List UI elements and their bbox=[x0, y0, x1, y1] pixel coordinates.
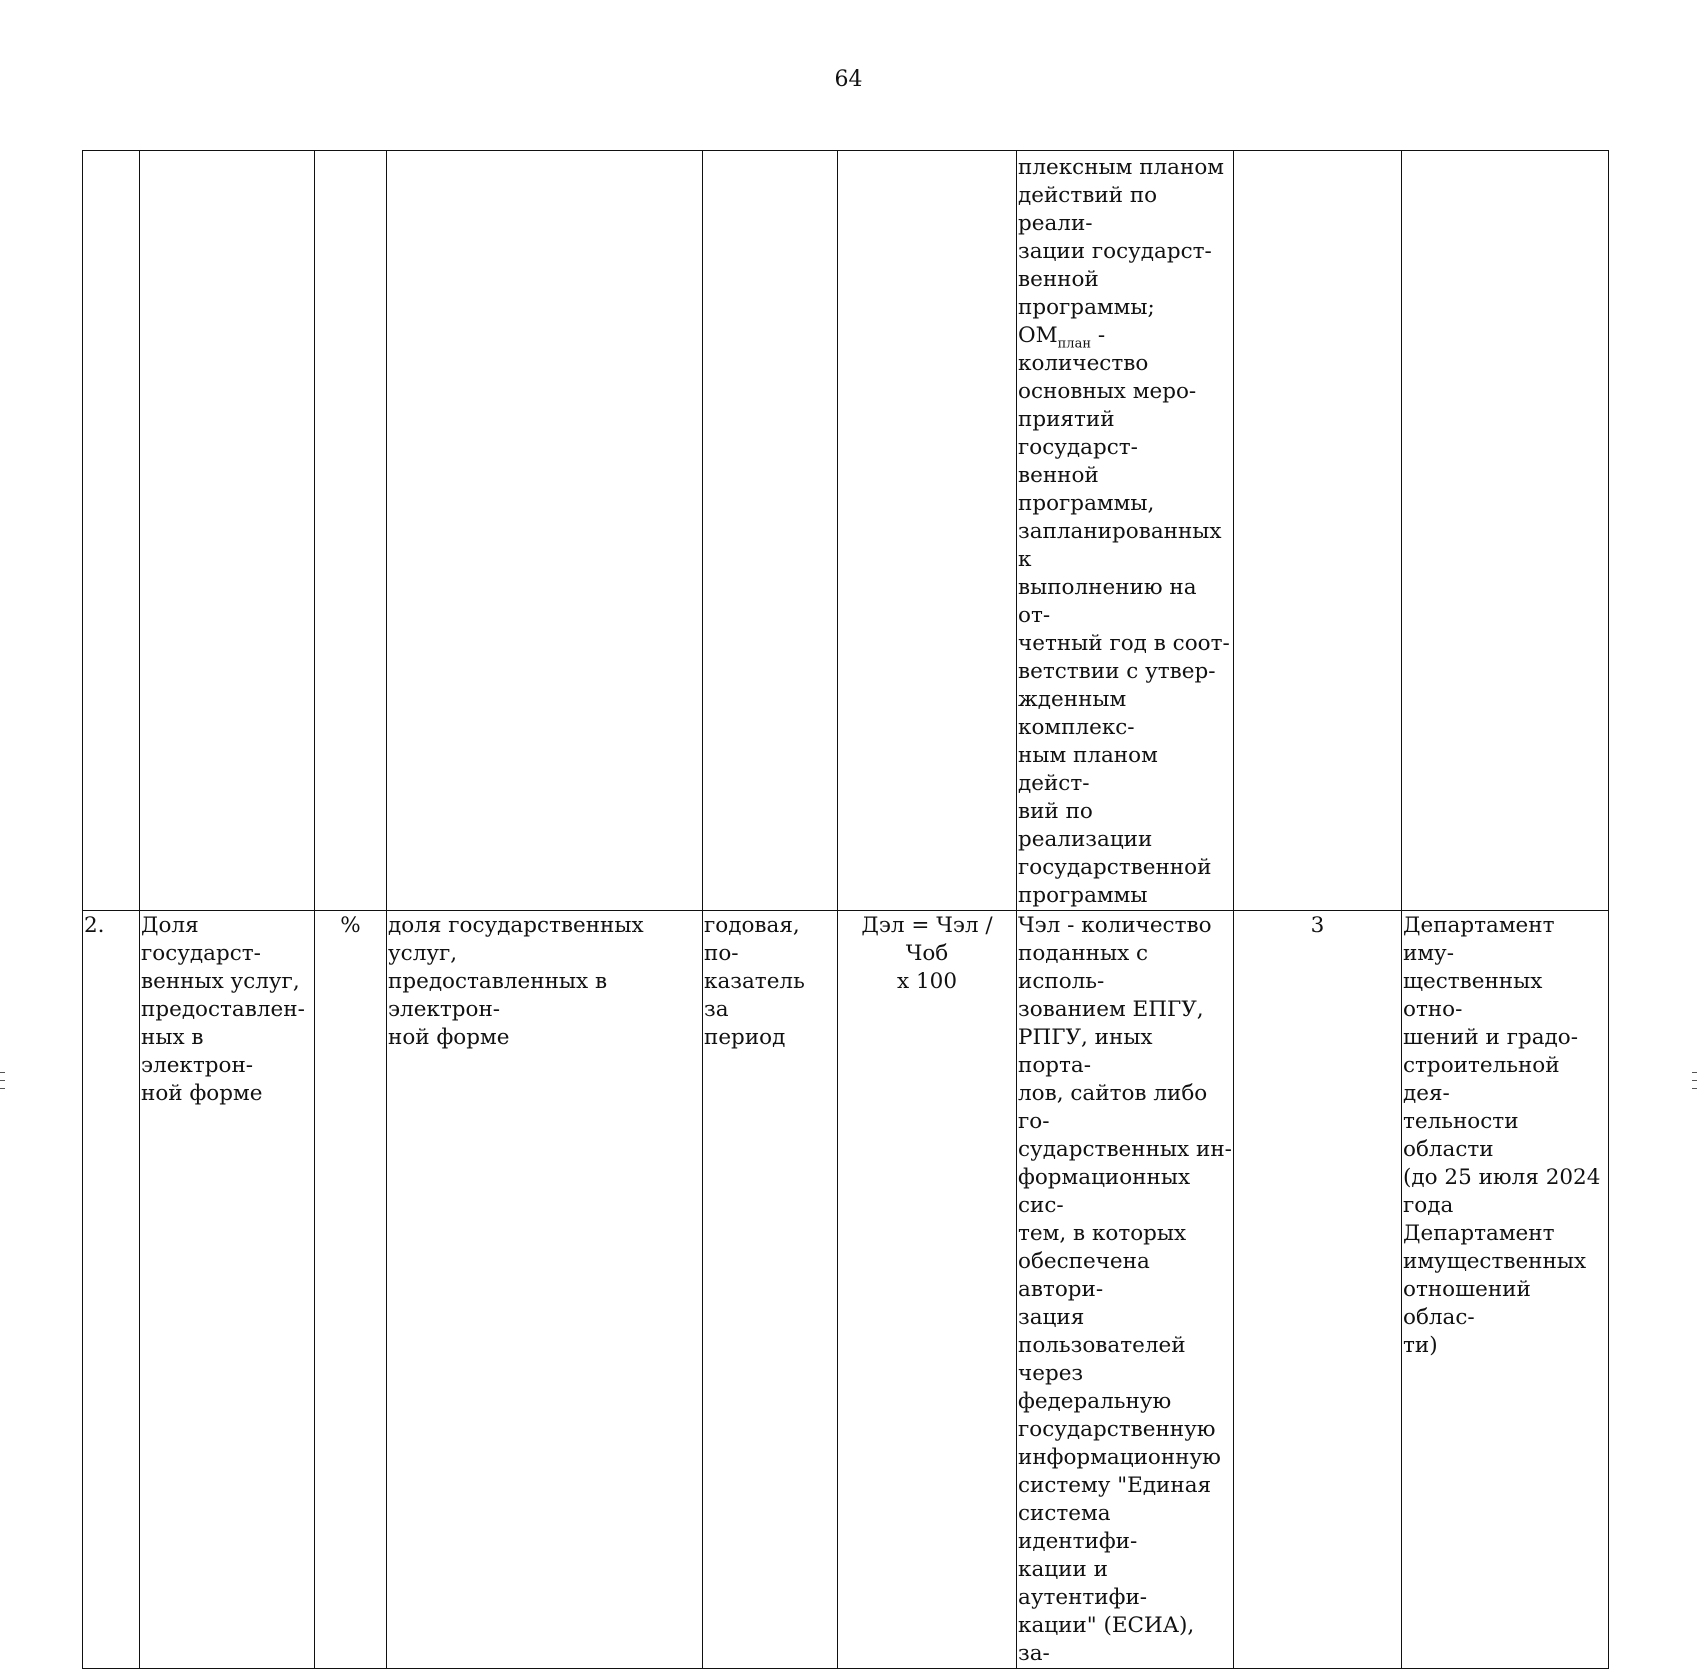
cell-formula-description: плексным планом действий по реали- зации государст- венной программы; $ОМ_{план}$ - количество основных меро- приятий государст- венной программы, запланированных к выполнению на от- четный год в соот- ветствии с утвер- жденным комплекс- ным планом дейст- вий по реализации государственной программы bbox=[1017, 151, 1234, 911]
cell-num bbox=[83, 151, 140, 911]
page-number: 64 bbox=[834, 67, 863, 92]
cell-name: Доля государст- венных услуг, предоставлен- ных в электрон- ной форме bbox=[140, 911, 315, 1669]
cell-formula bbox=[838, 151, 1017, 911]
cell-responsible bbox=[1402, 151, 1609, 911]
cell-definition: доля государственных услуг, предоставленных в электрон- ной форме bbox=[387, 911, 703, 1669]
subscript-plan: план bbox=[1057, 336, 1091, 352]
cell-unit bbox=[315, 151, 387, 911]
cell-num: 2. bbox=[83, 911, 140, 1669]
binding-mark-right bbox=[1692, 1088, 1697, 1089]
cell-method: 3 bbox=[1234, 911, 1402, 1669]
table-row-2 bbox=[83, 911, 1609, 1669]
cell-periodicity bbox=[703, 151, 838, 911]
cell-responsible: Департамент иму- щественных отно- шений и градо- строительной дея- тельности области (до 25 июля 2024 года Департамент имущественных отношений облас- ти) bbox=[1402, 911, 1609, 1669]
cell-formula-description: Чэл - количество поданных с исполь- зованием ЕПГУ, РПГУ, иных порта- лов, сайтов либо го- сударственных ин- формационных сис- тем, в которых обеспечена автори- зация пользователей через федеральную государственную информационную систему "Единая система идентифи- кации и аутентифи- кации" (ЕСИА), за- bbox=[1017, 911, 1234, 1669]
cell-periodicity: годовая, по- казатель за период bbox=[703, 911, 838, 1669]
cell-method bbox=[1234, 151, 1402, 911]
binding-mark-left bbox=[0, 1088, 5, 1089]
table-row-continued bbox=[83, 151, 1609, 911]
binding-mark-right bbox=[1692, 1072, 1697, 1073]
indicators-table bbox=[82, 150, 1609, 1669]
cell-unit: % bbox=[315, 911, 387, 1669]
cell-formula: Дэл = Чэл / Чоб х 100 bbox=[838, 911, 1017, 1669]
cell-definition bbox=[387, 151, 703, 911]
binding-mark-left bbox=[0, 1080, 5, 1081]
binding-mark-left bbox=[0, 1072, 5, 1073]
cell-name bbox=[140, 151, 315, 911]
binding-mark-right bbox=[1692, 1080, 1697, 1081]
